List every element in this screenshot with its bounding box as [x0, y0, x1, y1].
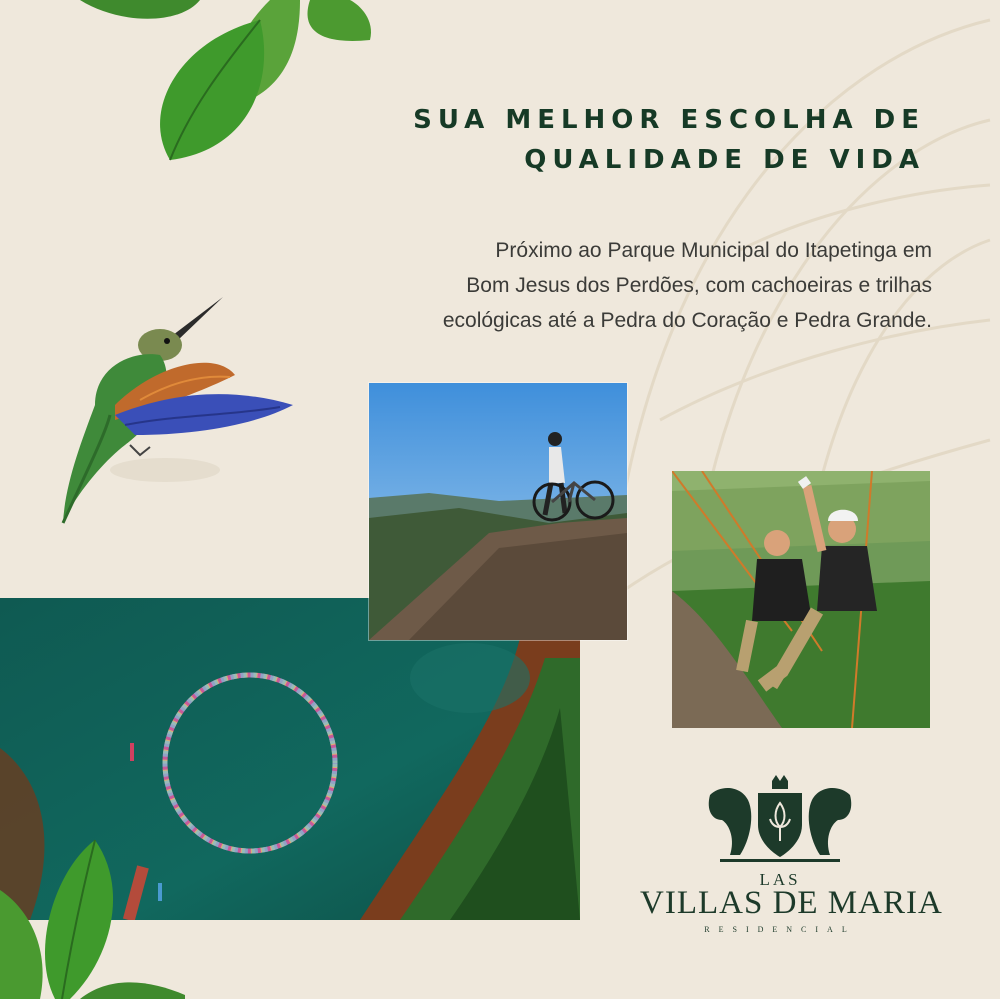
lion-crest-icon [700, 775, 860, 867]
description [332, 233, 932, 338]
description-line-1: Próximo ao Parque Municipal do Itapetinga em [495, 239, 932, 262]
logo-name: VILLAS DE MARIA [640, 885, 943, 921]
logo-subtitle: RESIDENCIAL [704, 925, 856, 934]
headline [365, 100, 925, 180]
green-leaves-icon [60, 0, 380, 170]
hummingbird-icon [55, 295, 300, 530]
rappelling-photo [672, 471, 930, 728]
headline-line-1: SUA MELHOR ESCOLHA DE [413, 105, 925, 135]
headline-line-2: QUALIDADE DE VIDA [524, 145, 925, 175]
brand-logo [640, 775, 943, 940]
green-leaves-icon [0, 830, 190, 999]
description-line-2: Bom Jesus dos Perdões, com cachoeiras e trilhas [466, 274, 932, 297]
cyclist-photo [369, 383, 627, 640]
logo-prefix: LAS [759, 870, 801, 889]
description-line-3: ecológicas até a Pedra do Coração e Pedra Grande. [442, 309, 932, 332]
